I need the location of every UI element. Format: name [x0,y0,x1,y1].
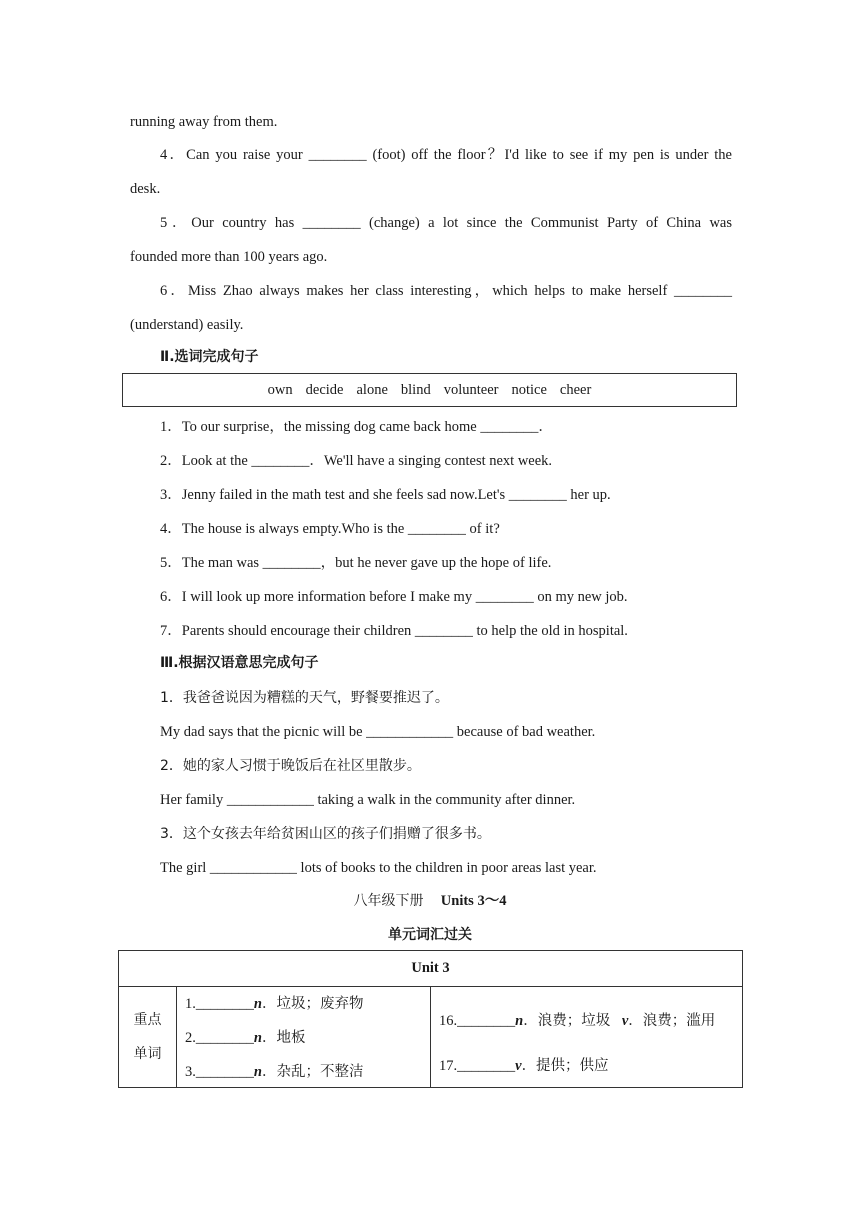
section-3-item-2-english: Her family ____________ taking a walk in the community after dinner. [160,792,576,808]
word-bank-box [122,373,737,407]
part-of-speech: n [253,1030,262,1046]
section-2-item-6: 6．I will look up more information before I make my ________ on my new job. [160,589,628,605]
vocab-subtitle: 单元词汇过关 [388,927,472,943]
section-3-heading: Ⅲ.根据汉语意思完成句子 [160,655,319,671]
vocab-blank: 16.________ [439,1013,516,1029]
word-bank-item: decide [305,381,344,398]
vocab-item [439,1011,715,1031]
part-of-speech: n [253,996,262,1012]
section-2-item-5: 5．The man was ________，but he never gave up the hope of life. [160,555,552,571]
part-of-speech: n [253,1064,262,1080]
question-5-line1: 5．Our country has ________ (change) a lot since the Communist Party of China was [160,215,732,231]
part-of-speech: v [621,1013,629,1029]
section-2-item-4: 4．The house is always empty.Who is the ________ of it? [160,521,500,537]
word-bank-item: cheer [559,381,592,398]
question-6-line1: 6．Miss Zhao always makes her class interesting，which helps to make herself ________ [160,283,732,299]
section-3-item-3-chinese: 3．这个女孩去年给贫困山区的孩子们捐赠了很多书。 [160,826,491,842]
word-bank-item: blind [400,381,431,398]
vocab-blank: 17.________ [439,1058,516,1074]
category-line: 单词 [133,1046,162,1062]
vocab-left-column [177,987,431,1088]
grade-label: 八年级下册 [353,893,424,909]
section-3-item-3-english: The girl ____________ lots of books to the children in poor areas last year. [160,860,597,876]
question-4-line2: desk. [130,181,161,197]
question-6-line2: (understand) easily. [130,317,244,333]
part-title [0,891,860,911]
question-5-line2: founded more than 100 years ago. [130,249,328,265]
section-2-item-1: 1．To our surprise，the missing dog came back home ________． [160,419,553,435]
word-bank-item: notice [511,381,547,398]
vocab-meaning: ．提供；供应 [521,1058,609,1074]
part-of-speech: v [515,1058,522,1074]
section-3-item-1-english: My dad says that the picnic will be ____________ because of bad weather. [160,724,596,740]
vocab-meaning: ．地板 [261,1030,306,1046]
category-line: 重点 [133,1012,162,1028]
word-bank-item: alone [356,381,388,398]
section-3-item-1-chinese: 1．我爸爸说因为糟糕的天气，野餐要推迟了。 [160,690,449,706]
section-2-heading: Ⅱ.选词完成句子 [160,349,259,365]
vocab-item [185,1062,363,1082]
vocab-right-column [431,987,743,1088]
section-2-item-2: 2．Look at the ________．We'll have a singing contest next week. [160,453,553,469]
vocab-meaning: ．垃圾；废弃物 [261,996,364,1012]
vocab-meaning: ．杂乱；不整洁 [261,1064,364,1080]
part-of-speech: n [515,1013,524,1029]
unit-title: Unit 3 [119,951,743,987]
section-3-item-2-chinese: 2．她的家人习惯于晚饭后在社区里散步。 [160,758,421,774]
units-label: Units 3～4 [440,893,507,909]
category-cell [119,987,177,1088]
vocab-table [118,950,743,1088]
word-bank-item: own [267,381,293,398]
question-4-line1: 4．Can you raise your ________ (foot) off the floor？I'd like to see if my pen is under the [160,147,732,163]
vocab-item [439,1056,609,1076]
section-2-item-3: 3．Jenny failed in the math test and she feels sad now.Let's ________ her up. [160,487,611,503]
vocab-item [185,994,363,1014]
vocab-blank: 3.________ [185,1064,254,1080]
question-continuation: running away from them. [130,114,278,130]
vocab-meaning: ．浪费；垃圾 [523,1013,611,1029]
word-bank-item: volunteer [443,381,499,398]
vocab-meaning: ．浪费；滥用 [628,1013,716,1029]
vocab-blank: 2.________ [185,1030,254,1046]
section-2-item-7: 7．Parents should encourage their children ________ to help the old in hospital. [160,623,628,639]
vocab-item [185,1028,305,1048]
vocab-blank: 1.________ [185,996,254,1012]
